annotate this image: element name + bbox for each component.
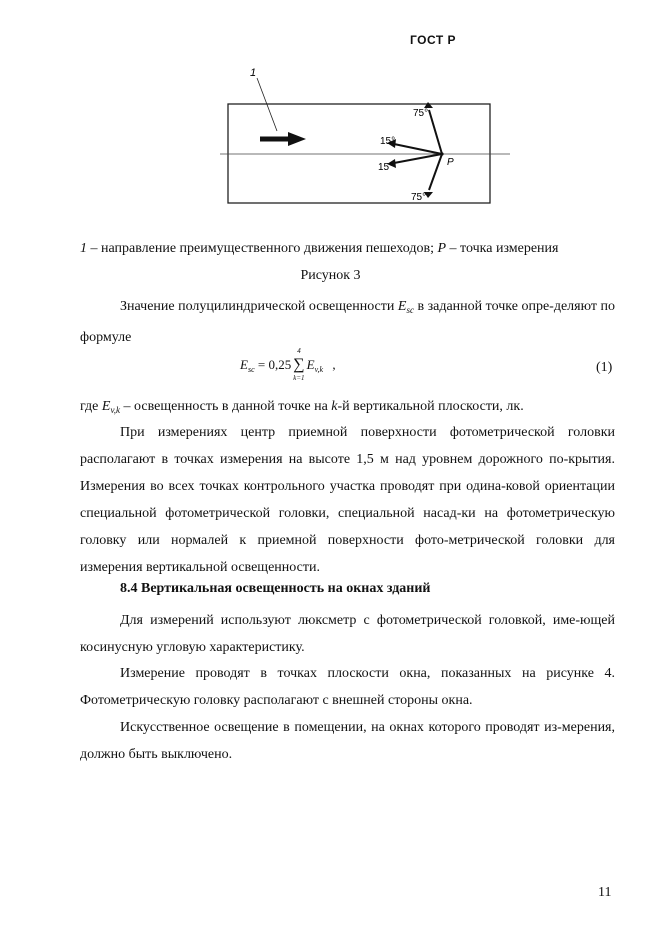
para1-text-1: Значение полуцилиндрической освещенности	[120, 299, 398, 314]
paragraph-formula-intro	[80, 293, 615, 351]
caption-text-1: – направление преимущественного движения пешеходов;	[87, 241, 438, 256]
para2-text-3: -й вертикальной плоскости, лк.	[337, 399, 524, 414]
figure-caption	[80, 241, 615, 257]
measurement-point	[440, 152, 443, 155]
caption-point-symbol: P	[437, 241, 447, 256]
document-header: ГОСТ Р	[410, 33, 457, 47]
para2-symbol: E	[101, 399, 111, 414]
formula-lhs-subscript: sc	[247, 365, 255, 374]
callout-label: 1	[250, 67, 257, 79]
caption-legend-number: 1	[80, 241, 87, 256]
paragraph-measurement-setup: При измерениях центр приемной поверхности фотометрической головки располагают в точках измерения на высоте 1,5 м над уровнем дорожного по-крытия. Измерения во всех точках контрольного участка проводят при одина-ковой ориентации специальной фотометрической головки, специальной насад-ки на фотометрическую головку или нормалей к приемной поверхности фото-метрической головки для измерения вертикальной освещенности.	[80, 425, 615, 575]
page-number: 11	[598, 885, 612, 900]
formula-coefficient: = 0,25	[254, 357, 292, 372]
formula-term: E	[306, 357, 315, 372]
para2-subscript: v,k	[110, 405, 121, 415]
para2-text-1: где	[80, 399, 102, 414]
sum-upper-limit: 4	[297, 347, 301, 355]
sum-lower-limit: k=1	[293, 374, 305, 382]
formula-tail: ,	[329, 357, 336, 372]
formula-lhs: E	[240, 357, 248, 372]
direction-arrow	[260, 132, 306, 146]
para2-k-symbol: k	[331, 399, 338, 414]
paragraph-luxmeter: Для измерений используют люксметр с фотометрической головкой, име-ющей косинусную угловую характеристику.	[80, 613, 615, 655]
angle-label-upper-mid: 15°	[380, 136, 396, 147]
para1-symbol: E	[397, 299, 407, 314]
paragraph-artificial-light: Искусственное освещение в помещении, на окнах которого проводят из-мерения, должно быть выключено.	[80, 720, 615, 762]
caption-text-2: – точка измерения	[446, 241, 559, 256]
angle-label-bottom: 75°	[411, 192, 427, 203]
equation-number: (1)	[596, 360, 613, 375]
figure-title: Рисунок 3	[300, 268, 361, 283]
sum-symbol: ∑ 4 k=1	[293, 347, 305, 382]
paragraph-window-points: Измерение проводят в точках плоскости окна, показанных на рисунке 4. Фотометрическую головку располагают с внешней стороны окна.	[80, 666, 615, 708]
formula-1	[240, 347, 336, 382]
measurement-diagram	[215, 62, 515, 212]
para2-text-2: – освещенность в данной точке на	[120, 399, 332, 414]
walkway-rectangle	[228, 104, 490, 203]
section-heading: 8.4 Вертикальная освещенность на окнах зданий	[120, 581, 431, 596]
para1-text-2: в заданной точке опре-деляют по формуле	[80, 299, 615, 345]
formula-term-subscript: v,k	[314, 365, 324, 374]
angle-label-lower-mid: 15°	[378, 162, 394, 173]
para1-subscript: sc	[406, 305, 414, 315]
angle-label-top: 75°	[413, 108, 429, 119]
point-label: P	[447, 157, 454, 168]
